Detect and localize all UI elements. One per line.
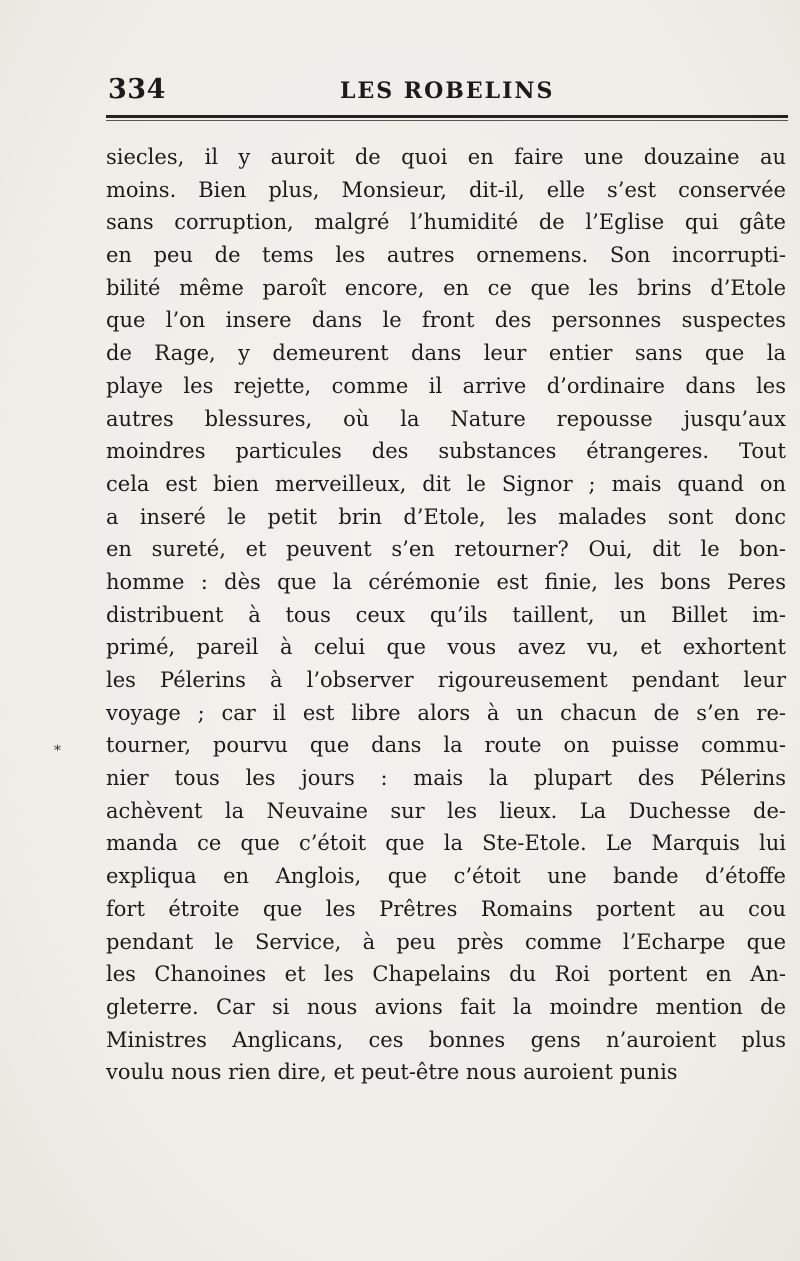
header-rule-thin (106, 120, 788, 121)
text-line: pendant le Service, à peu près comme l’Echarpe que (106, 929, 786, 954)
margin-mark: * (54, 743, 61, 759)
text-line: voulu nous rien dire, et peut-être nous auroient punis (106, 1060, 678, 1085)
text-line: moins. Bien plus, Monsieur, dit-il, elle s’est conservée (106, 177, 786, 202)
text-line: distribuent à tous ceux qu’ils taillent, un Billet im- (106, 602, 786, 627)
text-line: nier tous les jours : mais la plupart des Pélerins (106, 766, 786, 791)
text-line: cela est bien merveilleux, dit le Signor ; mais quand on (106, 471, 786, 496)
text-line: les Chanoines et les Chapelains du Roi portent en An- (106, 962, 786, 987)
header-rule (106, 115, 788, 118)
text-line: fort étroite que les Prêtres Romains portent au cou (106, 896, 786, 921)
body-text (106, 141, 786, 1089)
text-line: les Pélerins à l’observer rigoureusement pendant leur (106, 668, 786, 692)
text-line: siecles, il y auroit de quoi en faire une douzaine au (106, 145, 786, 169)
text-line: moindres particules des substances étrangeres. Tout (106, 439, 786, 464)
text-line: bilité même paroît encore, en ce que les brins d’Etole (106, 275, 786, 300)
text-line: voyage ; car il est libre alors à un chacun de s’en re- (106, 700, 786, 725)
text-line: a inseré le petit brin d’Etole, les malades sont donc (106, 504, 786, 529)
text-line: que l’on insere dans le front des personnes suspectes (106, 308, 786, 333)
text-line: en peu de tems les autres ornemens. Son incorrupti- (106, 243, 786, 268)
text-line: expliqua en Anglois, que c’étoit une bande d’étoffe (106, 864, 786, 889)
running-title: LES ROBELINS (340, 78, 555, 104)
text-line: playe les rejette, comme il arrive d’ordinaire dans les (106, 373, 786, 398)
page-number: 334 (108, 74, 166, 105)
text-line: achèvent la Neuvaine sur les lieux. La Duchesse de- (106, 798, 786, 823)
text-line: autres blessures, où la Nature repousse jusqu’aux (106, 406, 786, 431)
text-line: gleterre. Car si nous avions fait la moindre mention de (106, 994, 786, 1019)
text-line: primé, pareil à celui que vous avez vu, et exhortent (106, 635, 786, 660)
page-header (108, 74, 788, 114)
text-line: en sureté, et peuvent s’en retourner? Oui, dit le bon- (106, 537, 786, 562)
text-line: sans corruption, malgré l’humidité de l’Eglise qui gâte (106, 210, 786, 235)
text-line: tourner, pourvu que dans la route on puisse commu- (106, 733, 786, 758)
text-line: homme : dès que la cérémonie est finie, les bons Peres (106, 569, 786, 594)
text-line: de Rage, y demeurent dans leur entier sans que la (106, 341, 786, 366)
text-line: manda ce que c’étoit que la Ste-Etole. Le Marquis lui (106, 831, 786, 856)
text-line: Ministres Anglicans, ces bonnes gens n’auroient plus (106, 1027, 786, 1052)
